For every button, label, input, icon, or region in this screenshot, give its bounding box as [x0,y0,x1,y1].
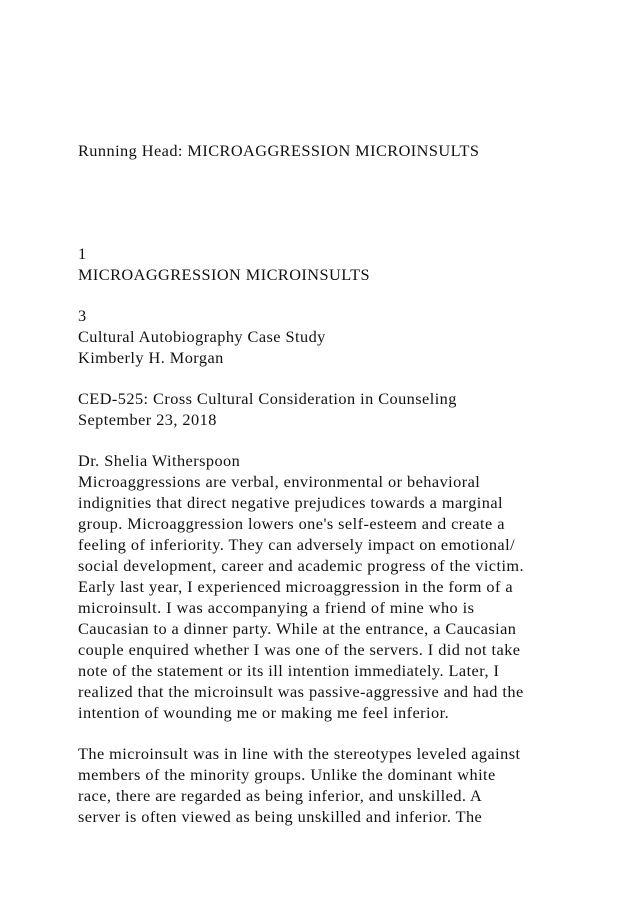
text-line: group. Microaggression lowers one's self-esteem and create a [78,514,505,533]
text-line: couple enquired whether I was one of the servers. I did not take [78,640,521,659]
text-line: microinsult. I was accompanying a friend of mine who is [78,598,475,617]
instructor-name: Dr. Shelia Witherspoon [78,451,241,470]
text-line: realized that the microinsult was passive-aggressive and had the [78,682,524,701]
text-line: server is often viewed as being unskilled and inferior. The [78,807,483,826]
document-title: Cultural Autobiography Case Study [78,327,326,346]
text-line: note of the statement or its ill intention immediately. Later, I [78,661,500,680]
document-date: September 23, 2018 [78,410,217,429]
text-line: race, there are regarded as being inferior, and unskilled. A [78,786,483,805]
text-line: intention of wounding me or making me feel inferior. [78,703,450,722]
text-line: Microaggressions are verbal, environmental or behavioral [78,472,481,491]
course-name: CED-525: Cross Cultural Consideration in Counseling [78,389,457,408]
text-line: indignities that direct negative prejudices towards a marginal [78,493,504,512]
running-head: Running Head: MICROAGGRESSION MICROINSULTS [78,141,480,160]
text-line: feeling of inferiority. They can adversely impact on emotional/ [78,535,516,554]
text-line: members of the minority groups. Unlike the dominant white [78,765,496,784]
text-line: Caucasian to a dinner party. While at the entrance, a Caucasian [78,619,517,638]
author-name: Kimberly H. Morgan [78,348,224,367]
text-line: The microinsult was in line with the stereotypes leveled against [78,744,521,763]
page-number: 1 [78,244,87,263]
text-line: Early last year, I experienced microaggression in the form of a [78,577,514,596]
page-header: MICROAGGRESSION MICROINSULTS [78,265,370,284]
page-number: 3 [78,306,87,325]
text-line: social development, career and academic progress of the victim. [78,556,525,575]
